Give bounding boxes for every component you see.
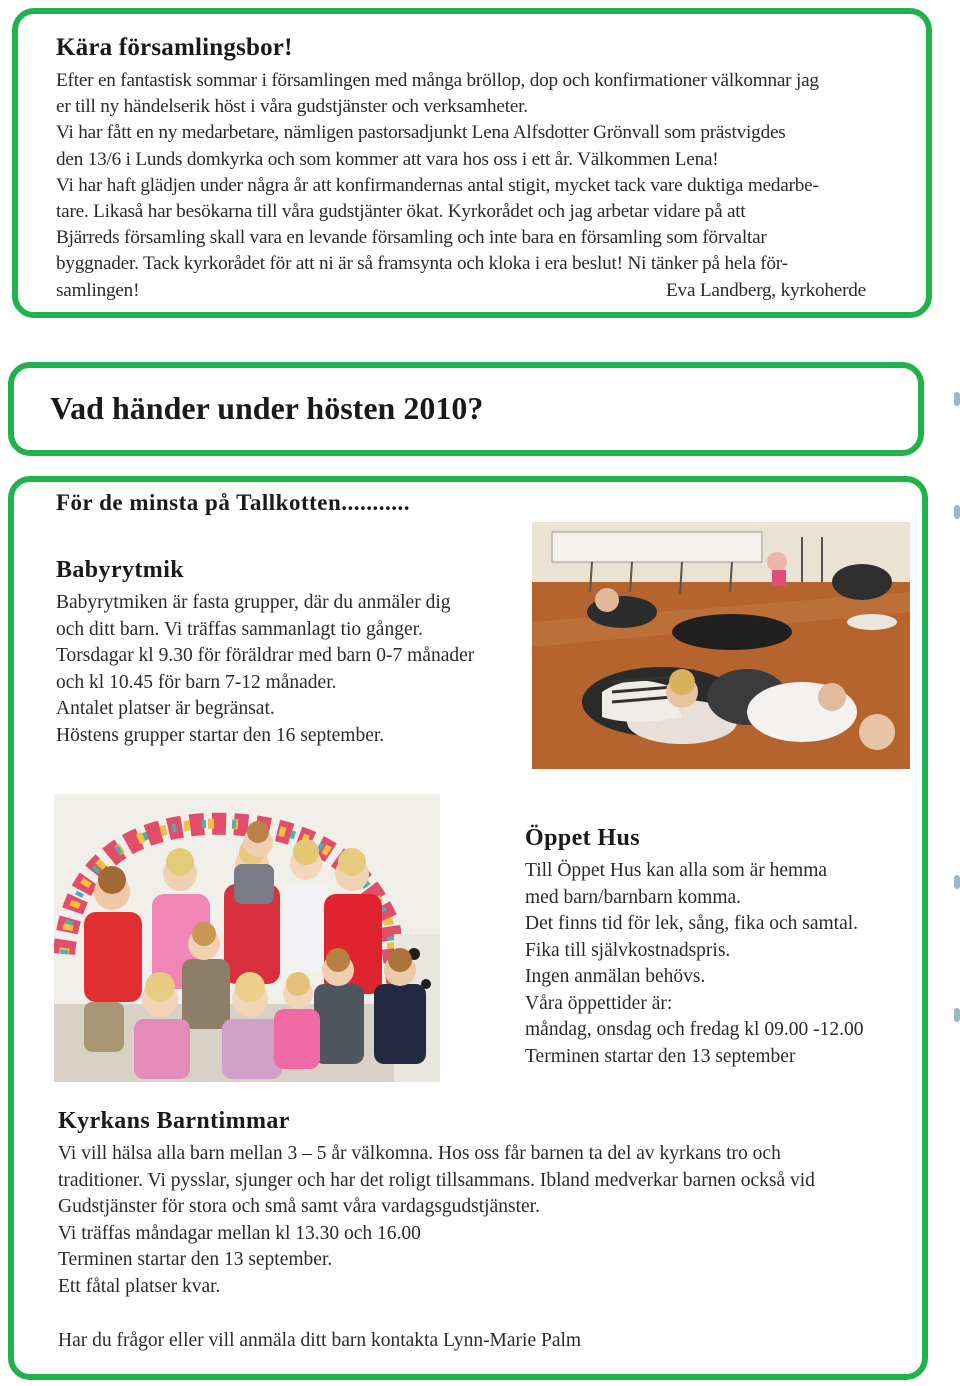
signature: Eva Landberg, kyrkoherde (666, 279, 866, 301)
oppet-hus-line: Till Öppet Hus kan alla som är hemma (525, 860, 828, 881)
barntimmar-line: traditioner. Vi pysslar, sjunger och har det roligt tillsammans. Ibland medverkar barnen också vid (58, 1169, 815, 1191)
season-title: Vad händer under hösten 2010? (50, 390, 484, 426)
welcome-box (12, 8, 932, 318)
section-label: För de minsta på Tallkotten........... (56, 490, 411, 515)
oppet-hus-title: Öppet Hus (525, 825, 640, 851)
oppet-hus-line: måndag, onsdag och fredag kl 09.00 -12.00 (525, 1019, 864, 1040)
oppet-hus-line: Våra öppettider är: (525, 992, 673, 1014)
barntimmar-line: Ett fåtal platser kvar. (58, 1275, 221, 1297)
welcome-line: byggnader. Tack kyrkorådet för att ni är så framsynta och kloka i era beslut! Ni tänker på hela för- (56, 253, 788, 275)
page-edge-mark (954, 1008, 960, 1022)
welcome-line: den 13/6 i Lunds domkyrka och som kommer att vara hos oss i ett år. Välkommen Lena! (56, 148, 719, 170)
barntimmar-line: Vi träffas måndagar mellan kl 13.30 och 16.00 (58, 1222, 421, 1244)
barntimmar-title: Kyrkans Barntimmar (58, 1108, 290, 1134)
welcome-line: Efter en fantastisk sommar i församlingen med många bröllop, dop och konfirmationer välkomnar jag (56, 70, 819, 91)
babyrytmik-photo (532, 522, 910, 769)
barntimmar-line: Gudstjänster för stora och små samt våra vardagsgudstjänster. (58, 1196, 540, 1217)
welcome-letter (56, 34, 916, 304)
oppet-hus-line: med barn/barnbarn komma. (525, 886, 742, 908)
barntimmar-line: Terminen startar den 13 september. (58, 1249, 333, 1270)
page-edge-mark (954, 875, 960, 889)
babyrytmik-title: Babyrytmik (56, 557, 185, 583)
oppet-hus-line: Ingen anmälan behövs. (525, 966, 706, 987)
barntimmar-line: Vi vill hälsa alla barn mellan 3 – 5 år välkomna. Hos oss får barnen ta del av kyrkans tro och (58, 1143, 781, 1164)
welcome-line: Vi har fått en ny medarbetare, nämligen pastorsadjunkt Lena Alfsdotter Grönvall som prästvigdes (56, 122, 786, 144)
children-group-photo (54, 794, 440, 1082)
contact-line: Har du frågor eller vill anmäla ditt barn kontakta Lynn-Marie Palm (58, 1330, 582, 1351)
oppet-hus-section (525, 825, 925, 1070)
welcome-line: samlingen! (56, 279, 140, 301)
welcome-heading: Kära församlingsbor! (56, 34, 293, 61)
oppet-hus-line: Terminen startar den 13 september (525, 1045, 796, 1067)
welcome-line: Vi har haft glädjen under några år att konfirmandernas antal stigit, mycket tack vare duktiga medarbe- (56, 174, 819, 196)
babyrytmik-section (56, 557, 526, 749)
welcome-line: er till ny händelserik höst i våra gudstjänster och verksamheter. (56, 96, 528, 118)
welcome-body (56, 68, 916, 304)
barntimmar-section (58, 1108, 918, 1300)
babyrytmik-line: Antalet platser är begränsat. (56, 698, 275, 719)
welcome-line: Bjärreds församling skall vara en levande församling och inte bara en församling som förvaltar (56, 227, 767, 249)
children-group-photo-image (54, 794, 440, 1082)
page-edge-mark (954, 505, 960, 519)
babyrytmik-photo-image (532, 522, 910, 769)
welcome-line: tare. Likaså har besökarna till våra gudstjänter ökat. Kyrkorådet och jag arbetar vidare på att (56, 201, 746, 223)
page-edge-mark (954, 392, 960, 406)
babyrytmik-line: Babyrytmiken är fasta grupper, där du anmäler dig (56, 592, 451, 613)
activities-box (8, 476, 928, 1380)
oppet-hus-line: Det finns tid för lek, sång, fika och samtal. (525, 913, 859, 934)
babyrytmik-line: och kl 10.45 för barn 7-12 månader. (56, 671, 337, 693)
babyrytmik-line: Höstens grupper startar den 16 september. (56, 724, 385, 746)
babyrytmik-line: och ditt barn. Vi träffas sammanlagt tio gånger. (56, 618, 423, 640)
oppet-hus-line: Fika till självkostnadspris. (525, 939, 731, 961)
season-title-box (8, 362, 924, 456)
babyrytmik-line: Torsdagar kl 9.30 för föräldrar med barn 0-7 månader (56, 645, 475, 666)
